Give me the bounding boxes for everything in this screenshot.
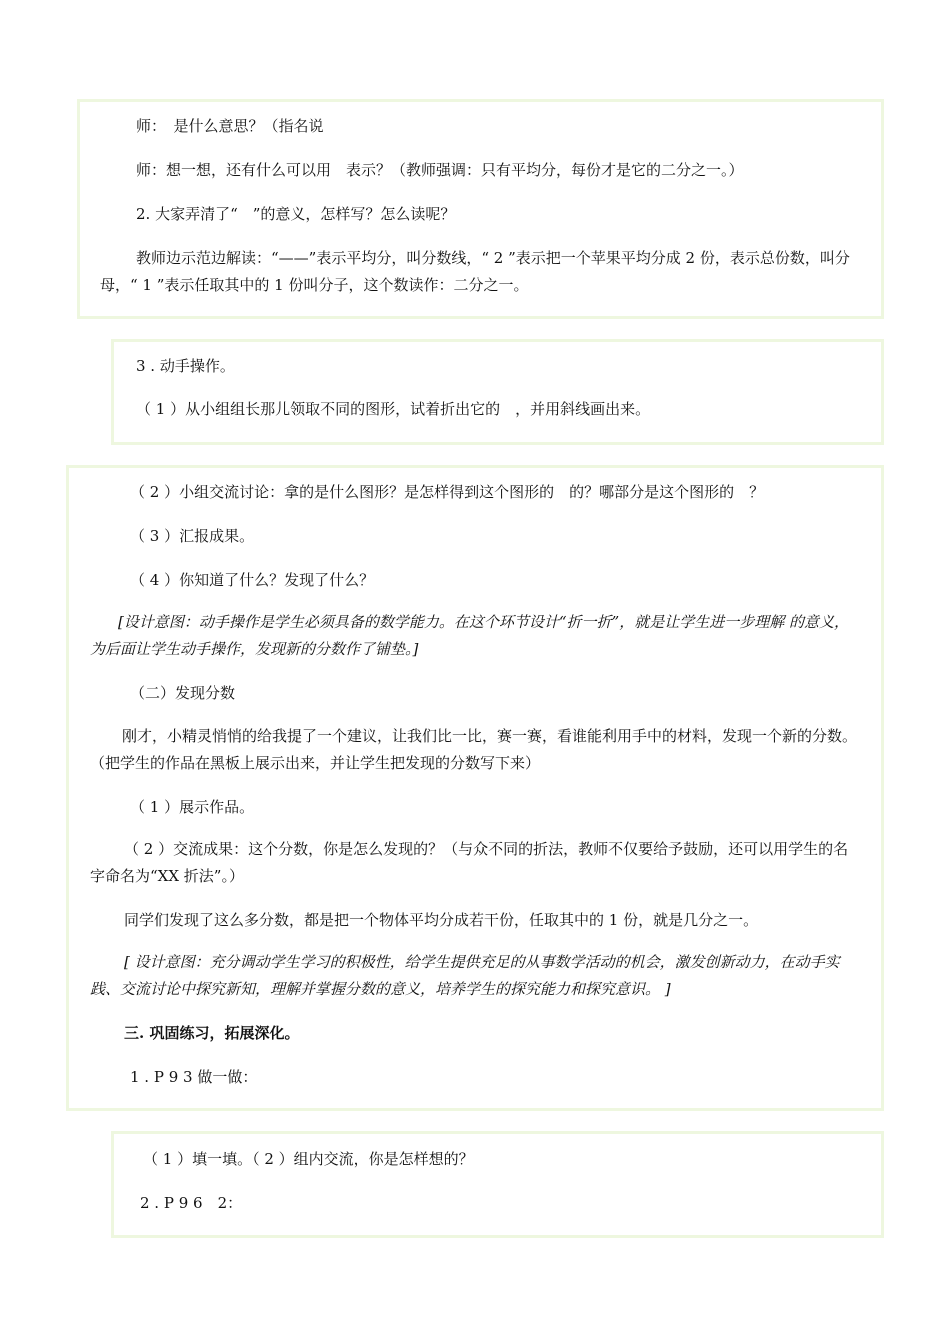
content-box-4 — [111, 1131, 884, 1238]
paragraph-exercise-2: 2 . P 9 6 2： — [140, 1194, 243, 1212]
content-box-3 — [66, 465, 884, 1111]
paragraph-fill-in: （ 1 ）填一填。（ 2 ）组内交流，你是怎样想的？ — [143, 1150, 474, 1168]
paragraph-exercise-1: 1 . P 9 3 做一做： — [130, 1068, 258, 1086]
paragraph-hands-on: 3 . 动手操作。 — [136, 357, 235, 375]
paragraph-show-works: （ 1 ）展示作品。 — [130, 798, 255, 816]
paragraph-exchange-results: （ 2 ）交流成果：这个分数，你是怎么发现的？（与众不同的折法，教师不仅要给予鼓励，还可以用学生的名字命名为“XX 折法”。） — [90, 840, 849, 885]
paragraph-step-2: （ 2 ）小组交流讨论：拿的是什么图形？是怎样得到这个图形的 的？哪部分是这个图形的 ？ — [130, 483, 765, 501]
section-heading-practice: 三. 巩固练习，拓展深化。 — [124, 1024, 300, 1042]
paragraph-suggestion: 刚才，小精灵悄悄的给我提了一个建议，让我们比一比，赛一赛，看谁能利用手中的材料，发现一个新的分数。（把学生的作品在黑板上展示出来，并让学生把发现的分数写下来） — [90, 727, 858, 772]
paragraph-demonstration: 教师边示范边解读：“——”表示平均分，叫分数线，“ 2 ”表示把一个苹果平均分成 2 份，表示总份数，叫分母，“ 1 ”表示任取其中的 1 份叫分子，这个数读作：二分之一。 — [100, 249, 850, 294]
paragraph-how-to-write: 2. 大家弄清了“ ”的意义，怎样写？怎么读呢？ — [136, 205, 456, 223]
paragraph-summary: 同学们发现了这么多分数，都是把一个物体平均分成若干份，任取其中的 1 份，就是几分之一。 — [124, 911, 759, 929]
paragraph-step-1: （ 1 ）从小组组长那儿领取不同的图形，试着折出它的 ，并用斜线画出来。 — [136, 400, 651, 418]
paragraph-step-3: （ 3 ）汇报成果。 — [130, 527, 255, 545]
paragraph-step-4: （ 4 ）你知道了什么？发现了什么？ — [130, 571, 375, 589]
content-box-2 — [111, 339, 884, 445]
paragraph-section-discover: （二）发现分数 — [130, 684, 236, 702]
paragraph-design-intent-1: [设计意图：动手操作是学生必须具备的数学能力。在这个环节设计“折一折”，就是让学生进一步理解 的意义，为后面让学生动手操作，发现新的分数作了铺垫。] — [90, 613, 849, 658]
paragraph-teacher-think: 师：想一想，还有什么可以用 表示？（教师强调：只有平均分，每份才是它的二分之一。） — [136, 161, 744, 179]
paragraph-design-intent-2: [ 设计意图：充分调动学生学习的积极性，给学生提供充足的从事数学活动的机会，激发创新动力，在动手实践、交流讨论中探究新知，理解并掌握分数的意义，培养学生的探究能力和探究意识。 ] — [90, 953, 840, 998]
paragraph-teacher-question: 师： 是什么意思？（指名说 — [136, 117, 324, 135]
